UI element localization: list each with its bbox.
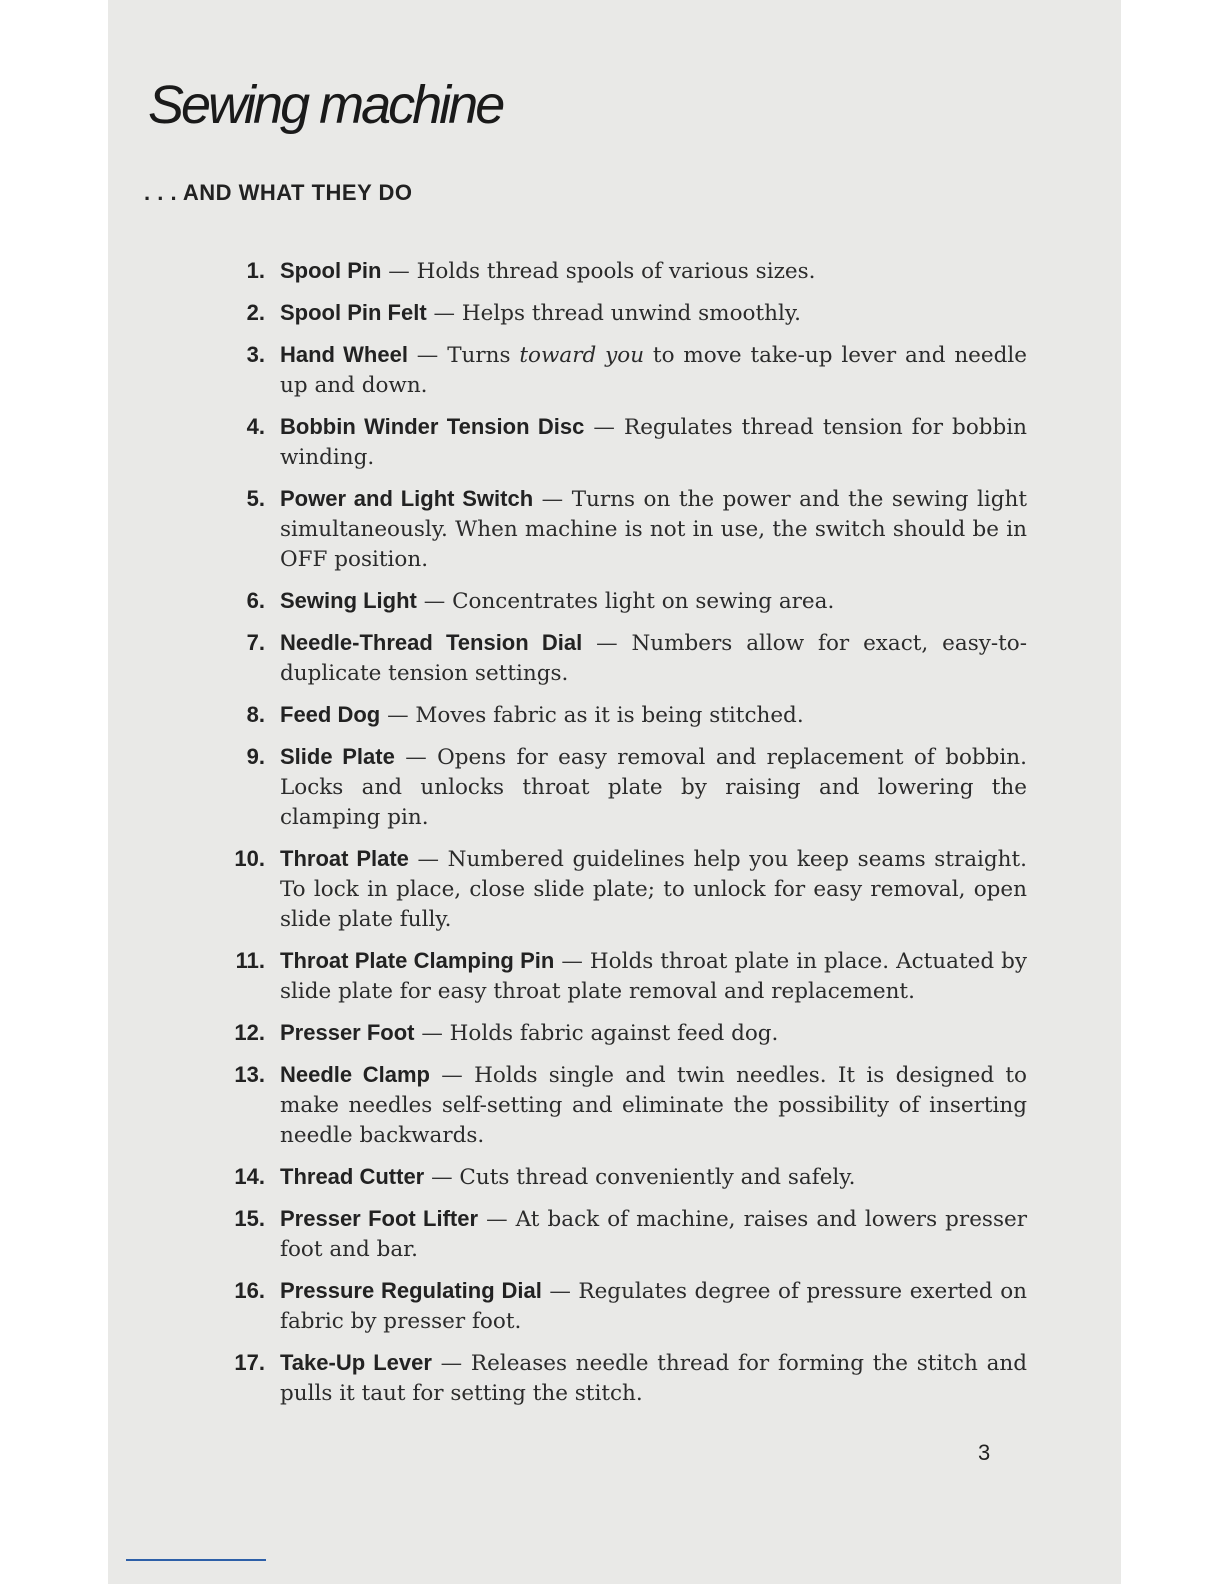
item-separator: — — [541, 1279, 579, 1304]
item-separator: — — [394, 745, 438, 770]
item-description: Holds thread spools of various sizes. — [416, 259, 816, 284]
scan-edge-line — [126, 1559, 266, 1561]
list-item — [212, 742, 1027, 833]
item-description: Numbered guidelines help you keep seams straight. To lock in place, close slide plate; to unlock for easy removal, open slide plate fully. — [280, 847, 1027, 932]
list-item — [212, 1018, 1027, 1049]
list-item — [212, 340, 1027, 401]
item-term: Thread Cutter — [280, 1164, 425, 1189]
item-term: Presser Foot — [280, 1020, 415, 1045]
item-term: Throat Plate — [280, 846, 409, 871]
item-number: 16. — [234, 1278, 265, 1303]
item-separator: — — [554, 949, 590, 974]
page-title: Sewing machine — [148, 75, 503, 135]
list-item — [212, 586, 1027, 617]
item-term: Spool Pin — [280, 258, 382, 283]
item-description: Holds fabric against feed dog. — [449, 1021, 779, 1046]
item-description-end: to move take-up lever and needle up and down. — [280, 343, 1027, 398]
item-term: Feed Dog — [280, 702, 381, 727]
item-separator: — — [424, 1165, 460, 1190]
item-number: 14. — [234, 1164, 265, 1189]
item-description: Regulates thread tension for bobbin winding. — [280, 415, 1028, 470]
list-item — [212, 628, 1027, 689]
item-separator: — — [380, 703, 416, 728]
list-item — [212, 484, 1027, 575]
item-number: 6. — [246, 588, 265, 613]
item-separator: — — [429, 1063, 475, 1088]
item-number: 13. — [234, 1062, 265, 1087]
item-separator: — — [431, 1351, 471, 1376]
list-item — [212, 1162, 1027, 1193]
list-item — [212, 700, 1027, 731]
item-separator: — — [584, 415, 624, 440]
item-description: Turns on the power and the sewing light simultaneously. When machine is not in use, the switch should be in OFF position. — [280, 487, 1028, 572]
item-description-start: Turns — [447, 343, 520, 368]
list-item — [212, 1204, 1027, 1265]
item-description: Cuts thread conveniently and safely. — [459, 1165, 856, 1190]
item-description: Holds throat plate in place. Actuated by slide plate for easy throat plate removal and replacement. — [280, 949, 1028, 1004]
item-description: Concentrates light on sewing area. — [452, 589, 835, 614]
item-term: Needle Clamp — [280, 1062, 430, 1087]
item-description: Opens for easy removal and replacement of bobbin. Locks and unlocks throat plate by raising and lowering the clamping pin. — [280, 745, 1027, 830]
item-description: Regulates degree of pressure exerted on fabric by presser foot. — [280, 1279, 1027, 1334]
item-term: Hand Wheel — [280, 342, 408, 367]
item-number: 4. — [246, 414, 265, 439]
item-separator: — — [414, 1021, 450, 1046]
item-separator: — — [416, 589, 453, 614]
item-number: 7. — [246, 630, 265, 655]
item-number: 2. — [246, 300, 265, 325]
item-number: 8. — [246, 702, 265, 727]
list-item — [212, 298, 1027, 329]
item-separator: — — [533, 487, 572, 512]
list-item — [212, 256, 1027, 287]
item-number: 17. — [234, 1350, 265, 1375]
item-description: Holds single and twin needles. It is designed to make needles self-setting and eliminate the possibility of inserting needle backwards. — [280, 1063, 1027, 1148]
item-number: 15. — [234, 1206, 265, 1231]
list-item — [212, 946, 1027, 1007]
item-description: Helps thread unwind smoothly. — [461, 301, 801, 326]
list-item — [212, 1348, 1027, 1409]
item-number: 11. — [235, 948, 265, 973]
item-number: 10. — [234, 846, 265, 871]
item-number: 9. — [246, 744, 265, 769]
list-item — [212, 844, 1027, 935]
item-number: 5. — [246, 486, 265, 511]
item-term: Pressure Regulating Dial — [280, 1278, 542, 1303]
item-number: 1. — [246, 258, 265, 283]
item-term: Needle-Thread Tension Dial — [280, 630, 583, 655]
item-term: Slide Plate — [280, 744, 395, 769]
item-separator: — — [408, 847, 448, 872]
item-term: Bobbin Winder Tension Disc — [280, 414, 585, 439]
item-term: Throat Plate Clamping Pin — [280, 948, 555, 973]
page-number: 3 — [978, 1440, 991, 1465]
item-number: 12. — [234, 1020, 265, 1045]
item-separator: — — [426, 301, 462, 326]
list-item — [212, 1276, 1027, 1337]
list-item — [212, 412, 1027, 473]
parts-list — [212, 256, 1027, 1420]
item-term: Sewing Light — [280, 588, 417, 613]
item-term: Take-Up Lever — [280, 1350, 432, 1375]
item-term: Power and Light Switch — [280, 486, 534, 511]
item-separator: — — [381, 259, 417, 284]
section-subtitle: . . . AND WHAT THEY DO — [144, 180, 413, 205]
item-description-emphasis: toward you — [519, 343, 645, 368]
item-description: Moves fabric as it is being stitched. — [415, 703, 804, 728]
list-item — [212, 1060, 1027, 1151]
item-description: At back of machine, raises and lowers presser foot and bar. — [280, 1207, 1028, 1262]
item-separator: — — [478, 1207, 516, 1232]
item-description: Releases needle thread for forming the stitch and pulls it taut for setting the stitch. — [280, 1351, 1027, 1406]
item-separator: — — [407, 343, 448, 368]
item-term: Spool Pin Felt — [280, 300, 427, 325]
item-description: Numbers allow for exact, easy-to-duplicate tension settings. — [280, 631, 1027, 686]
item-separator: — — [582, 631, 632, 656]
item-number: 3. — [246, 342, 265, 367]
item-term: Presser Foot Lifter — [280, 1206, 479, 1231]
